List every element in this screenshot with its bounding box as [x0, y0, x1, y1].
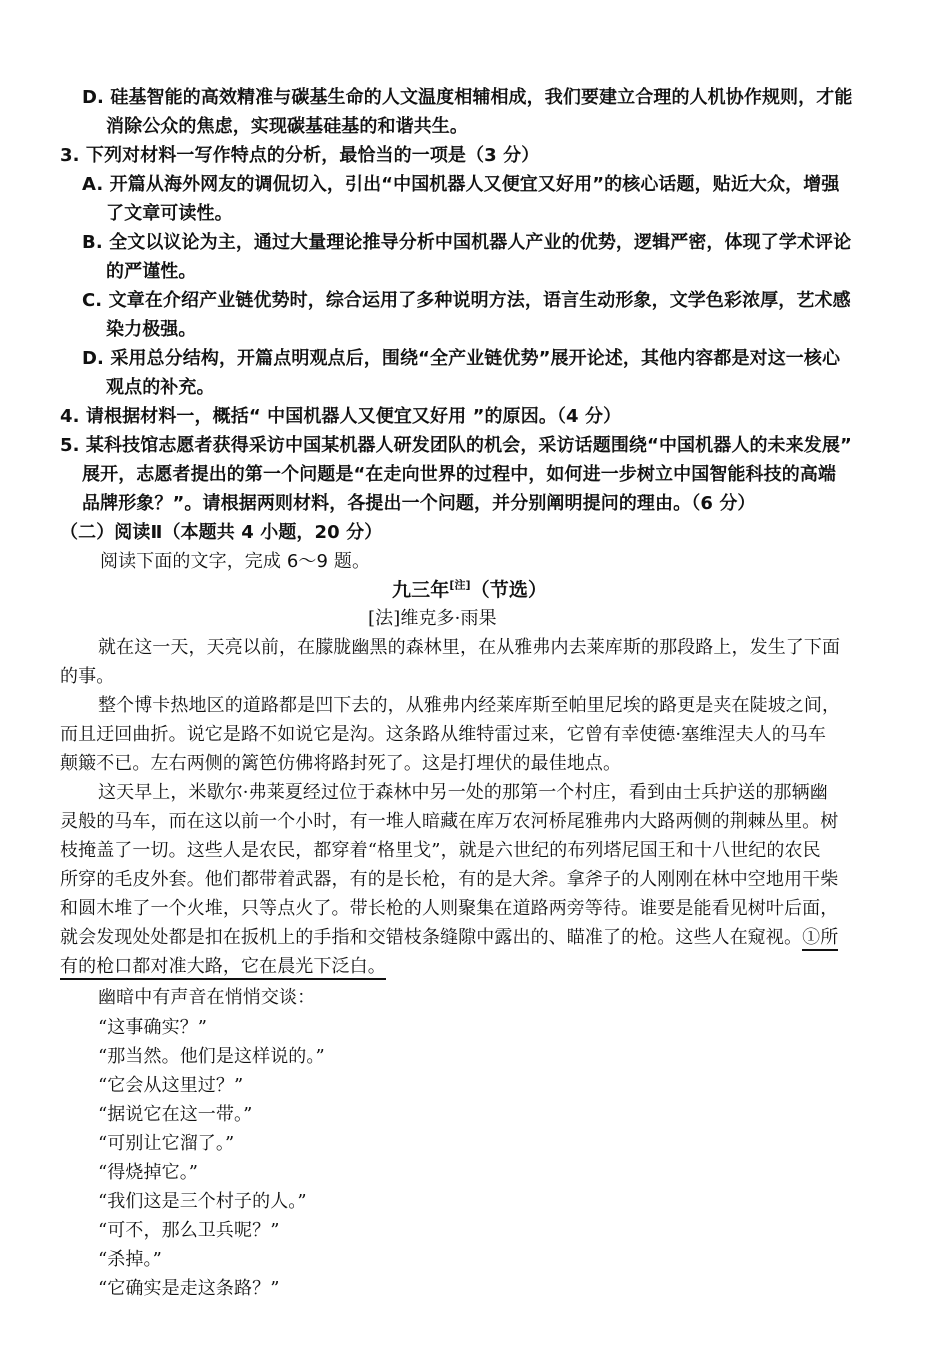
- q3-option-a-line1: A. 开篇从海外网友的调侃切入，引出“中国机器人又便宜又好用”的核心话题，贴近大众，增强: [82, 174, 840, 195]
- dialogue-line: “我们这是三个村子的人。”: [98, 1191, 307, 1212]
- q5-line3: 品牌形象？”。请根据两则材料，各提出一个问题，并分别阐明提问的理由。（6 分）: [82, 493, 756, 514]
- dialogue-line: “得烧掉它。”: [98, 1162, 199, 1183]
- dialogue-line: “这事确实？”: [98, 1017, 208, 1038]
- dialogue-line: “它确实是走这条路？”: [98, 1278, 280, 1299]
- para1-line2: 的事。: [60, 666, 115, 687]
- section-instruction: 阅读下面的文字，完成 6～9 题。: [100, 551, 371, 572]
- q5-line2: 展开，志愿者提出的第一个问题是“在走向世界的过程中，如何进一步树立中国智能科技的高端: [82, 464, 837, 485]
- underlined-sentence-end: 有的枪口都对准大路，它在晨光下泛白。: [60, 956, 386, 980]
- section-heading: （二）阅读Ⅱ（本题共 4 小题，20 分）: [60, 522, 383, 543]
- q4-stem: 4. 请根据材料一，概括“ 中国机器人又便宜又好用 ”的原因。（4 分）: [60, 406, 622, 427]
- passage-title-suffix: （节选）: [470, 579, 548, 601]
- dialogue-line: “它会从这里过？”: [98, 1075, 244, 1096]
- para3-line3: 枝掩盖了一切。这些人是农民，都穿着“格里戈”，就是六世纪的布列塔尼国王和十八世纪的农民: [60, 840, 821, 861]
- underlined-sentence-start: ①所: [802, 927, 838, 951]
- para3-line1: 这天早上，米歇尔·弗莱夏经过位于森林中另一处的那第一个村庄，看到由士兵护送的那辆幽: [98, 782, 828, 803]
- q3-option-a-line2: 了文章可读性。: [106, 203, 233, 224]
- para3-line6: [60, 924, 838, 953]
- q3-option-c-line1: C. 文章在介绍产业链优势时，综合运用了多种说明方法，语言生动形象，文学色彩浓厚，艺术感: [82, 290, 851, 311]
- dialogue-line: “杀掉。”: [98, 1249, 162, 1270]
- para3-line4: 所穿的毛皮外套。他们都带着武器，有的是长枪，有的是大斧。拿斧子的人刚刚在林中空地用干柴: [60, 869, 839, 890]
- title-note-marker: [注]: [449, 578, 471, 592]
- para2-line2: 而且迂回曲折。说它是路不如说它是沟。这条路从维特雷过来，它曾有幸使德·塞维涅夫人的马车: [60, 724, 827, 745]
- para3-line2: 灵般的马车，而在这以前一个小时，有一堆人暗藏在库万农河桥尾雅弗内大路两侧的荆棘丛里。树: [60, 811, 839, 832]
- q3-stem: 3. 下列对材料一写作特点的分析，最恰当的一项是（3 分）: [60, 145, 540, 166]
- para4: 幽暗中有声音在悄悄交谈：: [98, 987, 316, 1008]
- para1-line1: 就在这一天，天亮以前，在朦胧幽黑的森林里，在从雅弗内去莱库斯的那段路上，发生了下面: [98, 637, 841, 658]
- q2-option-d-line2: 消除公众的焦虑，实现碳基硅基的和谐共生。: [106, 116, 468, 137]
- dialogue-line: “那当然。他们是这样说的。”: [98, 1046, 325, 1067]
- para2-line1: 整个博卡热地区的道路都是凹下去的，从雅弗内经莱库斯至帕里尼埃的路更是夹在陡坡之间，: [98, 695, 841, 716]
- dialogue-line: “可不，那么卫兵呢？”: [98, 1220, 280, 1241]
- q3-option-b-line1: B. 全文以议论为主，通过大量理论推导分析中国机器人产业的优势，逻辑严密，体现了学术评论: [82, 232, 852, 253]
- passage-title-text: 九三年: [392, 579, 450, 601]
- q3-option-d-line1: D. 采用总分结构，开篇点明观点后，围绕“全产业链优势”展开论述，其他内容都是对这一核心: [82, 348, 841, 369]
- para3-line7: [60, 953, 386, 982]
- passage-title: [392, 576, 547, 605]
- para3-line6-text: 就会发现处处都是扣在扳机上的手指和交错枝条缝隙中露出的、瞄准了的枪。这些人在窥视。: [60, 927, 803, 948]
- dialogue-line: “可别让它溜了。”: [98, 1133, 235, 1154]
- dialogue-line: “据说它在这一带。”: [98, 1104, 253, 1125]
- q2-option-d-line1: D. 硅基智能的高效精准与碳基生命的人文温度相辅相成，我们要建立合理的人机协作规则，才能: [82, 87, 853, 108]
- passage-author: [法]维克多·雨果: [368, 608, 497, 629]
- q3-option-b-line2: 的严谨性。: [106, 261, 197, 282]
- q3-option-c-line2: 染力极强。: [106, 319, 197, 340]
- para3-line5: 和圆木堆了一个火堆，只等点火了。带长枪的人则聚集在道路两旁等待。谁要是能看见树叶后面，: [60, 898, 839, 919]
- q5-line1: 5. 某科技馆志愿者获得采访中国某机器人研发团队的机会，采访话题围绕“中国机器人的未来发展”: [60, 435, 852, 456]
- q3-option-d-line2: 观点的补充。: [106, 377, 215, 398]
- para2-line3: 颠簸不已。左右两侧的篱笆仿佛将路封死了。这是打埋伏的最佳地点。: [60, 753, 622, 774]
